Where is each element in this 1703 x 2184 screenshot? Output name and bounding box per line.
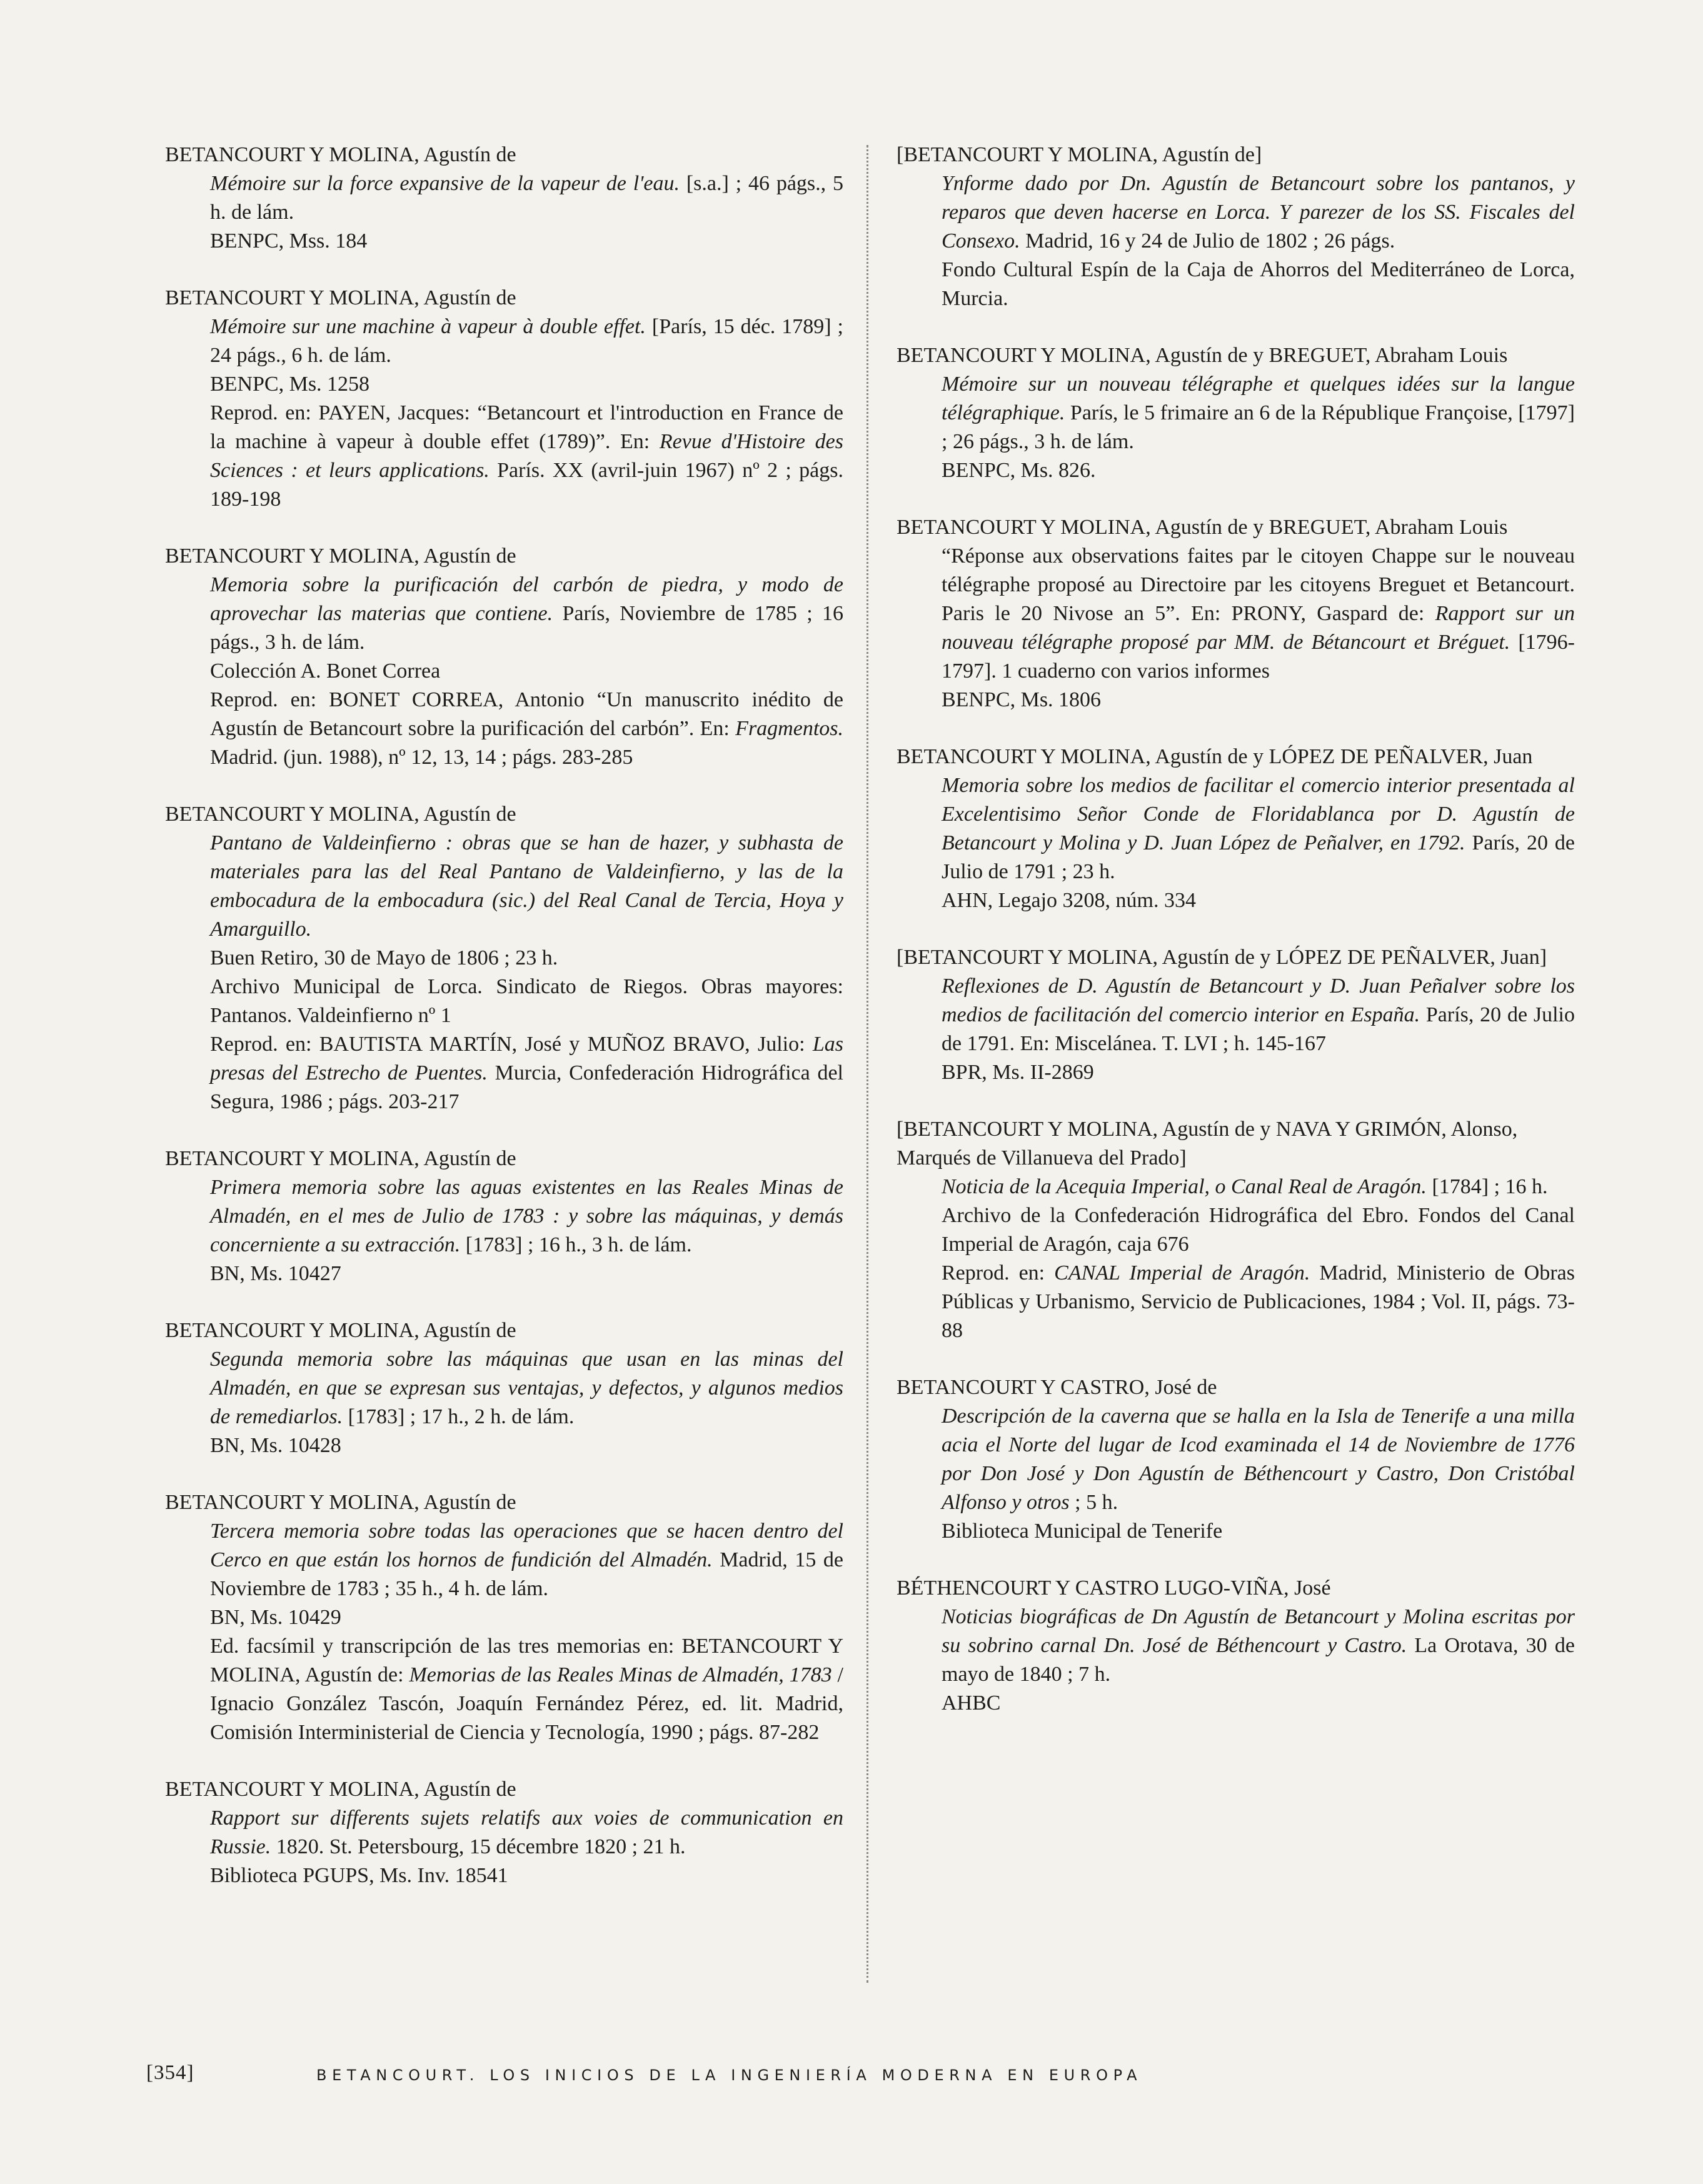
- title-text: Ynforme dado por Dn. Agustín de Betancourt sobre los pantanos, y reparos que deven hacerse en Lorca. Y parezer de los SS. Fiscales del Consexo.: [942, 172, 1575, 253]
- title-text: Memoria sobre los medios de facilitar el comercio interior presentada al Excelentisimo Señor Conde de Floridablanca por D. Agustín de Betancourt y Molina y D. Juan López de Peñalver, en 1792.: [942, 774, 1575, 854]
- entry-author: BETANCOURT Y MOLINA, Agustín de: [165, 143, 516, 166]
- entry-line: [942, 1689, 1575, 1718]
- entry-author: BETANCOURT Y MOLINA, Agustín de: [165, 1491, 516, 1514]
- entry-author: BETANCOURT Y MOLINA, Agustín de: [165, 544, 516, 568]
- detail-text: BENPC, Mss. 184: [210, 229, 368, 253]
- title-text: Memoria sobre la purificación del carbón de piedra, y modo de aprovechar las materias que contiene.: [210, 573, 843, 625]
- bibliography-entry: [165, 141, 843, 256]
- entry-line: [210, 829, 843, 944]
- detail-text: AHN, Legajo 3208, núm. 334: [942, 889, 1197, 912]
- entry-line: [210, 313, 843, 370]
- title-text: Pantano de Valdeinfierno : obras que se han de hazer, y subhasta de materiales para las del Real Pantano de Valdeinfierno, y las de la embocadura de la embocadura (sic.) del Real Canal de Tercia, Hoya y Amarguillo.: [210, 831, 843, 941]
- title-text: Primera memoria sobre las aguas existentes en las Reales Minas de Almadén, en el mes de Julio de 1783 : y sobre las máquinas, y demás concerniente a su extracción.: [210, 1176, 843, 1256]
- entry-details: [897, 1603, 1575, 1718]
- bibliography-entry: [897, 1574, 1575, 1718]
- detail-text: BN, Ms. 10429: [210, 1606, 341, 1629]
- entry-line: [942, 456, 1575, 485]
- detail-text: París, Noviembre de 1785 ; 16 págs., 3 h. de lám.: [210, 602, 843, 654]
- entry-line: [210, 1030, 843, 1116]
- entry-line: [942, 972, 1575, 1058]
- entry-author: BETANCOURT Y MOLINA, Agustín de: [165, 1778, 516, 1801]
- entry-author: [BETANCOURT Y MOLINA, Agustín de y LÓPEZ DE PEÑALVER, Juan]: [897, 946, 1547, 969]
- detail-text: Reprod. en: PAYEN, Jacques: “Betancourt et l'introduction en France de la machine à vapeur à double effet (1789)”. En:: [210, 401, 843, 453]
- detail-text: Buen Retiro, 30 de Mayo de 1806 ; 23 h.: [210, 946, 558, 969]
- title-text: Rapport sur un nouveau télégraphe proposé par MM. de Bétancourt et Bréguet.: [942, 602, 1575, 654]
- entry-line: [942, 771, 1575, 886]
- entry-details: [897, 1402, 1575, 1546]
- entry-line: [210, 973, 843, 1030]
- entry-line: [210, 944, 843, 973]
- bibliography-entry: [165, 1316, 843, 1460]
- entry-details: [165, 1345, 843, 1460]
- detail-text: Biblioteca Municipal de Tenerife: [942, 1520, 1223, 1543]
- detail-text: Biblioteca PGUPS, Ms. Inv. 18541: [210, 1864, 508, 1887]
- title-text: Mémoire sur un nouveau télégraphe et quelques idées sur la langue télégraphique.: [942, 373, 1575, 424]
- bibliography-entry: [165, 284, 843, 514]
- bibliography-entry: [165, 1488, 843, 1747]
- detail-text: Madrid, 15 de Noviembre de 1783 ; 35 h., 4 h. de lám.: [210, 1548, 843, 1600]
- title-text: Noticia de la Acequia Imperial, o Canal Real de Aragón.: [942, 1175, 1427, 1198]
- detail-text: ; 5 h.: [1069, 1491, 1118, 1514]
- entry-line: [210, 1861, 843, 1890]
- entry-line: [210, 1260, 843, 1288]
- entry-line: [210, 399, 843, 514]
- entry-author: BETANCOURT Y MOLINA, Agustín de: [165, 1147, 516, 1170]
- entry-line: [210, 169, 843, 227]
- bibliography-entry: [897, 141, 1575, 313]
- detail-text: Archivo Municipal de Lorca. Sindicato de Riegos. Obras mayores: Pantanos. Valdeinfierno nº 1: [210, 975, 843, 1027]
- running-title: BETANCOURT. LOS INICIOS DE LA INGENIERÍA MODERNA EN EUROPA: [316, 2066, 1143, 2084]
- entry-author: [BETANCOURT Y MOLINA, Agustín de]: [897, 143, 1262, 166]
- title-text: Mémoire sur une machine à vapeur à double effet.: [210, 315, 646, 338]
- entry-line: [210, 370, 843, 399]
- entry-line: [210, 227, 843, 256]
- title-text: Fragmentos.: [735, 717, 843, 740]
- detail-text: / Ignacio González Tascón, Joaquín Fernández Pérez, ed. lit. Madrid, Comisión Interministerial de Ciencia y Tecnología, 1990 ; págs. 87-282: [210, 1663, 844, 1744]
- entry-author: BETANCOURT Y MOLINA, Agustín de: [165, 1319, 516, 1342]
- entry-author: BETANCOURT Y MOLINA, Agustín de: [165, 286, 516, 309]
- page-number: [354]: [146, 2061, 194, 2084]
- entry-line: [942, 1517, 1575, 1546]
- entry-author: BÉTHENCOURT Y CASTRO LUGO-VIÑA, José: [897, 1576, 1331, 1600]
- entry-line: [942, 1259, 1575, 1345]
- title-text: Revue d'Histoire des Sciences : et leurs applications.: [210, 430, 843, 482]
- bibliography-entry: [165, 1145, 843, 1288]
- entry-details: [165, 1173, 843, 1288]
- entry-author: BETANCOURT Y MOLINA, Agustín de y BREGUET, Abraham Louis: [897, 516, 1508, 539]
- entry-author: BETANCOURT Y MOLINA, Agustín de y BREGUET, Abraham Louis: [897, 344, 1508, 367]
- entry-line: [942, 370, 1575, 456]
- title-text: CANAL Imperial de Aragón.: [1054, 1261, 1310, 1285]
- entry-line: [942, 1603, 1575, 1689]
- entry-line: [942, 1058, 1575, 1087]
- entry-author: BETANCOURT Y MOLINA, Agustín de: [165, 803, 516, 826]
- detail-text: Reprod. en: BONET CORREA, Antonio “Un manuscrito inédito de Agustín de Betancourt sobre la purificación del carbón”. En:: [210, 688, 843, 740]
- entry-line: [942, 1173, 1575, 1201]
- entry-details: [165, 313, 843, 514]
- detail-text: BN, Ms. 10427: [210, 1262, 341, 1285]
- entry-details: [165, 169, 843, 256]
- title-text: Descripción de la caverna que se halla en la Isla de Tenerife a una milla acia el Norte del lugar de Icod examinada el 14 de Noviembre de 1776 por Don José y Don Agustín de Béthencourt y Castro, Don Cristóbal Alfonso y otros: [942, 1405, 1575, 1514]
- bibliography-entry: [897, 943, 1575, 1087]
- entry-line: [942, 886, 1575, 915]
- detail-text: “Réponse aux observations faites par le citoyen Chappe sur le nouveau télégraphe proposé au Directoire par les citoyens Breguet et Betancourt. Paris le 20 Nivose an 5”. En: PRONY, Gaspard de:: [942, 544, 1575, 625]
- detail-text: París. XX (avril-juin 1967) nº 2 ; págs. 189-198: [210, 459, 843, 511]
- detail-text: París, le 5 frimaire an 6 de la République Françoise, [1797] ; 26 págs., 3 h. de lám.: [942, 401, 1575, 453]
- entry-details: [897, 972, 1575, 1087]
- entry-details: [165, 571, 843, 772]
- entry-details: [897, 1173, 1575, 1345]
- title-text: Rapport sur differents sujets relatifs aux voies de communication en Russie.: [210, 1806, 843, 1858]
- entry-details: [897, 771, 1575, 915]
- detail-text: Fondo Cultural Espín de la Caja de Ahorros del Mediterráneo de Lorca, Murcia.: [942, 258, 1575, 310]
- entry-details: [897, 169, 1575, 313]
- entry-line: [210, 1345, 843, 1431]
- detail-text: [1784] ; 16 h.: [1426, 1175, 1548, 1198]
- detail-text: Reprod. en:: [942, 1261, 1055, 1285]
- bibliography-entry: [897, 1373, 1575, 1546]
- detail-text: París, 20 de Julio de 1791. En: Miscelánea. T. LVI ; h. 145-167: [942, 1003, 1575, 1055]
- left-column: [165, 141, 843, 1918]
- detail-text: Colección A. Bonet Correa: [210, 659, 441, 683]
- entry-line: [942, 169, 1575, 256]
- entry-line: [942, 1201, 1575, 1259]
- right-column: [897, 141, 1575, 1746]
- detail-text: [1796-1797]. 1 cuaderno con varios informes: [942, 631, 1575, 683]
- bibliography-entry: [165, 800, 843, 1116]
- entry-author: BETANCOURT Y MOLINA, Agustín de y LÓPEZ DE PEÑALVER, Juan: [897, 745, 1533, 768]
- title-text: Noticias biográficas de Dn Agustín de Betancourt y Molina escritas por su sobrino carnal Dn. José de Béthencourt y Castro.: [942, 1605, 1575, 1657]
- bibliography-entry: [897, 341, 1575, 485]
- detail-text: [1783] ; 17 h., 2 h. de lám.: [343, 1405, 575, 1428]
- detail-text: La Orotava, 30 de mayo de 1840 ; 7 h.: [942, 1634, 1575, 1686]
- detail-text: BPR, Ms. II-2869: [942, 1061, 1094, 1084]
- detail-text: AHBC: [942, 1691, 1001, 1715]
- detail-text: Madrid, Ministerio de Obras Públicas y Urbanismo, Servicio de Publicaciones, 1984 ; Vol. II, págs. 73-88: [942, 1261, 1575, 1342]
- bibliography-entry: [897, 513, 1575, 714]
- entry-line: [210, 571, 843, 657]
- entry-line: [210, 1804, 843, 1861]
- entry-line: [210, 1431, 843, 1460]
- title-text: Tercera memoria sobre todas las operaciones que se hacen dentro del Cerco en que están los hornos de fundición del Almadén.: [210, 1520, 843, 1571]
- detail-text: Archivo de la Confederación Hidrográfica del Ebro. Fondos del Canal Imperial de Aragón, caja 676: [942, 1204, 1575, 1256]
- entry-line: [210, 1632, 843, 1747]
- detail-text: Madrid. (jun. 1988), nº 12, 13, 14 ; págs. 283-285: [210, 746, 633, 769]
- entry-line: [942, 256, 1575, 313]
- entry-line: [942, 542, 1575, 686]
- title-text: Segunda memoria sobre las máquinas que usan en las minas del Almadén, en que se expresan sus ventajas, y defectos, y algunos medios de remediarlos.: [210, 1348, 843, 1428]
- bibliography-entry: [897, 743, 1575, 915]
- entry-line: [942, 686, 1575, 714]
- column-divider: [867, 145, 868, 1983]
- entry-details: [165, 1517, 843, 1747]
- bibliography-entry: [897, 1115, 1575, 1345]
- detail-text: BENPC, Ms. 826.: [942, 459, 1096, 482]
- detail-text: París, 20 de Julio de 1791 ; 23 h.: [942, 831, 1575, 883]
- title-text: Las presas del Estrecho de Puentes.: [210, 1033, 843, 1084]
- entry-author: [BETANCOURT Y MOLINA, Agustín de y NAVA Y GRIMÓN, Alonso, Marqués de Villanueva del Prado]: [897, 1118, 1518, 1170]
- title-text: Reflexiones de D. Agustín de Betancourt y D. Juan Peñalver sobre los medios de facilitación del comercio interior en España.: [942, 974, 1575, 1026]
- detail-text: [París, 15 déc. 1789] ; 24 págs., 6 h. de lám.: [210, 315, 843, 367]
- detail-text: BENPC, Ms. 1258: [210, 373, 370, 396]
- bibliography-entry: [165, 1775, 843, 1890]
- detail-text: Ed. facsímil y transcripción de las tres memorias en: BETANCOURT Y MOLINA, Agustín de:: [210, 1635, 843, 1686]
- entry-line: [210, 1517, 843, 1603]
- detail-text: BENPC, Ms. 1806: [942, 688, 1102, 711]
- detail-text: Reprod. en: BAUTISTA MARTÍN, José y MUÑOZ BRAVO, Julio:: [210, 1033, 813, 1056]
- title-text: Mémoire sur la force expansive de la vapeur de l'eau.: [210, 172, 680, 195]
- title-text: Memorias de las Reales Minas de Almadén, 1783: [409, 1663, 832, 1686]
- entry-line: [942, 1402, 1575, 1517]
- entry-line: [210, 657, 843, 686]
- detail-text: [1783] ; 16 h., 3 h. de lám.: [460, 1233, 692, 1256]
- detail-text: 1820. St. Petersbourg, 15 décembre 1820 ; 21 h.: [271, 1835, 686, 1858]
- entry-line: [210, 686, 843, 772]
- entry-details: [165, 1804, 843, 1890]
- detail-text: Murcia, Confederación Hidrográfica del Segura, 1986 ; págs. 203-217: [210, 1061, 843, 1113]
- detail-text: Madrid, 16 y 24 de Julio de 1802 ; 26 págs.: [1020, 229, 1395, 253]
- entry-line: [210, 1173, 843, 1260]
- bibliography-entry: [165, 542, 843, 772]
- entry-line: [210, 1603, 843, 1632]
- detail-text: [s.a.] ; 46 págs., 5 h. de lám.: [210, 172, 843, 224]
- entry-details: [897, 370, 1575, 485]
- detail-text: BN, Ms. 10428: [210, 1434, 341, 1457]
- entry-details: [165, 829, 843, 1116]
- entry-details: [897, 542, 1575, 714]
- entry-author: BETANCOURT Y CASTRO, José de: [897, 1376, 1217, 1399]
